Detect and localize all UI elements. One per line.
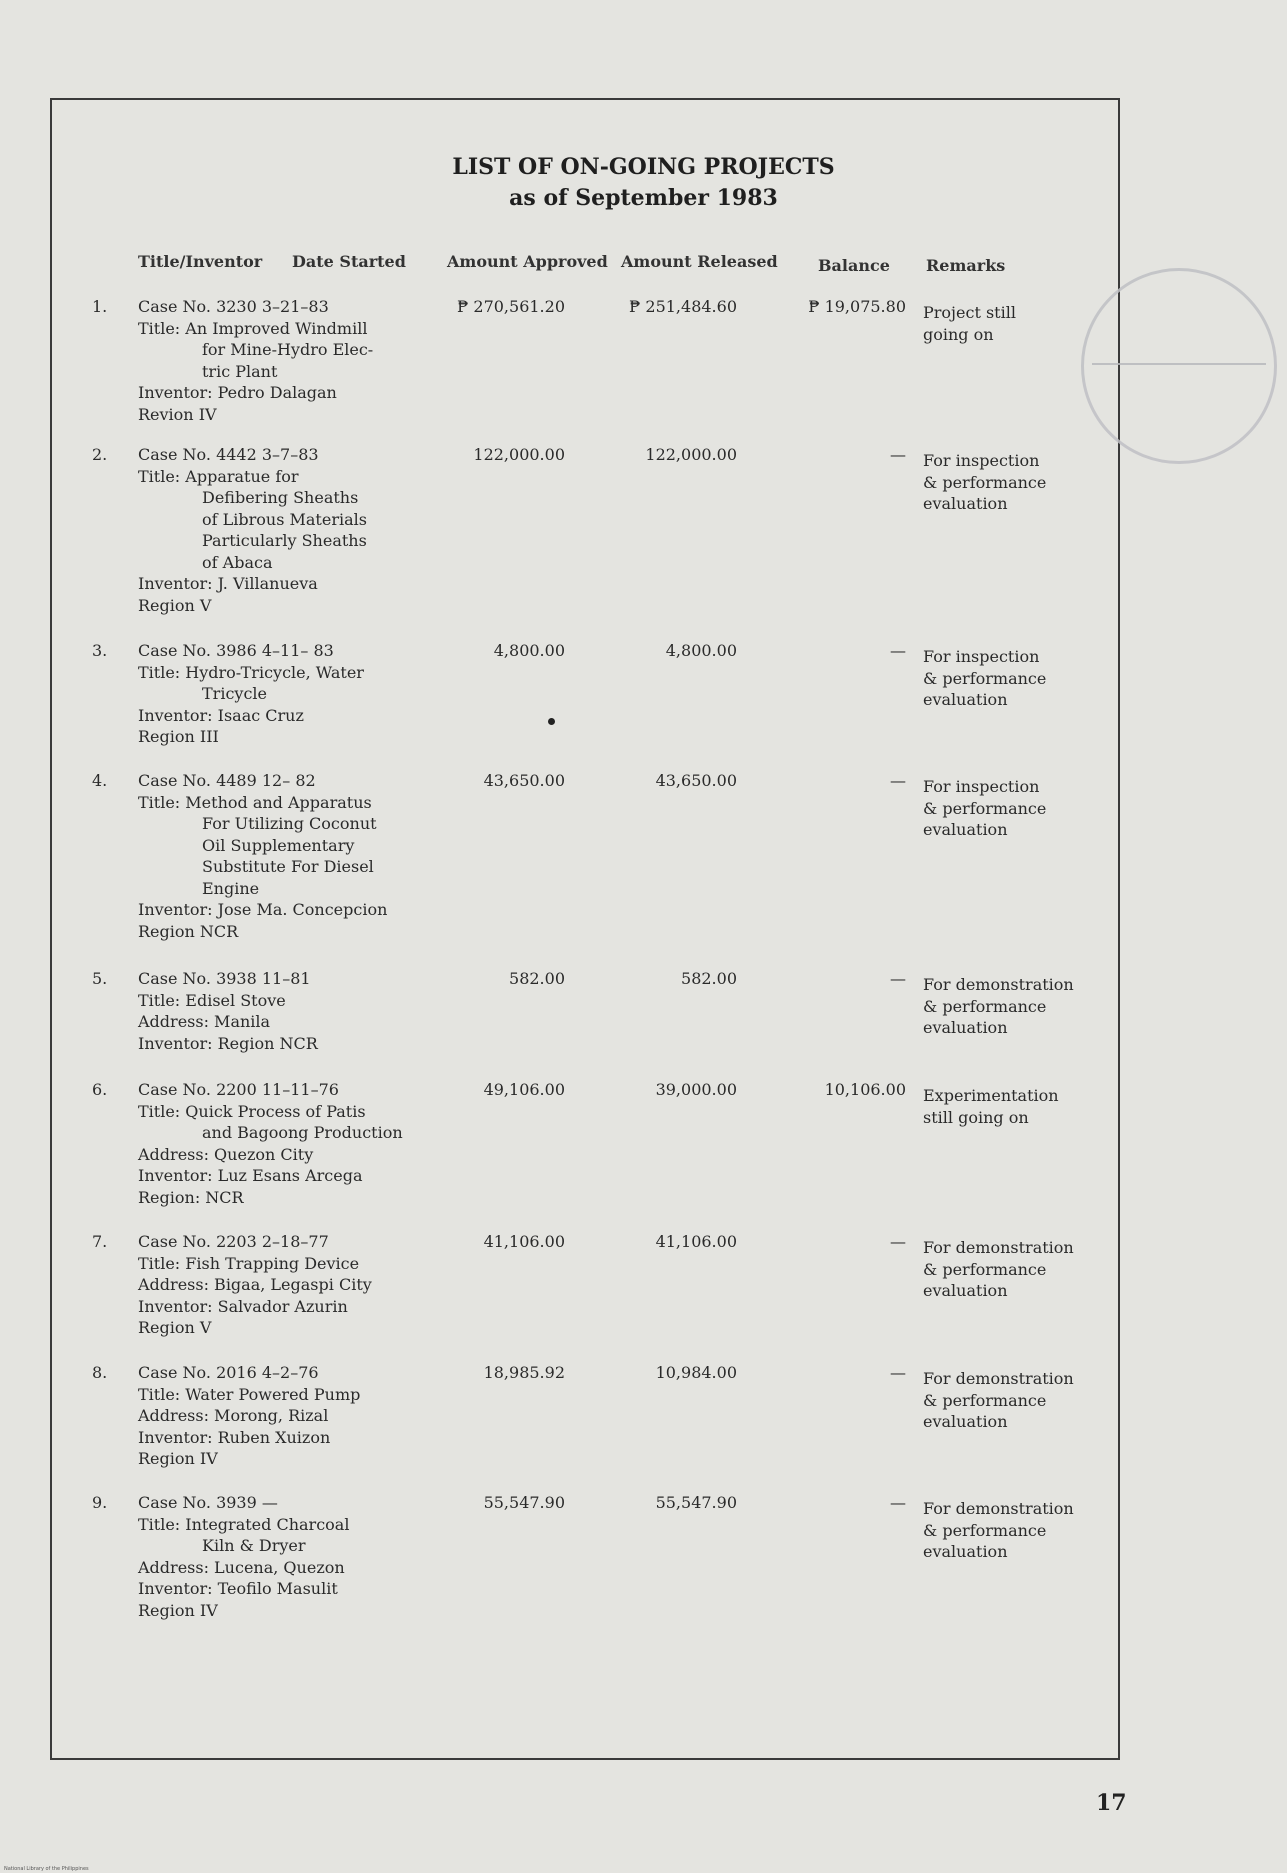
detail-line: Inventor: Teofilo Masulit: [138, 1579, 338, 1598]
remarks-line: For inspection: [923, 647, 1040, 666]
case-number-date: Case No. 3939 —: [138, 1493, 278, 1512]
detail-line: Region IV: [138, 1600, 218, 1620]
detail-line: Region IV: [138, 1449, 218, 1468]
case-number-date: Case No. 2200 11–11–76: [138, 1080, 339, 1099]
row-number: 5.: [92, 969, 108, 988]
header-remarks: Remarks: [926, 256, 1006, 275]
amount-approved: 4,800.00: [493, 641, 565, 660]
project-details: [138, 444, 367, 616]
header-amount-released: Amount Released: [621, 252, 778, 271]
detail-line: Region NCR: [138, 921, 239, 941]
case-number-date: Case No. 2016 4–2–76: [138, 1363, 319, 1382]
detail-line: Address: Quezon City: [138, 1144, 314, 1164]
document-subtitle: as of September 1983: [509, 185, 778, 211]
library-stamp: [1081, 268, 1277, 464]
detail-line: Inventor: Region NCR: [138, 1033, 318, 1053]
amount-approved: 582.00: [509, 969, 565, 988]
title-continuation: of Abaca: [202, 552, 273, 572]
detail-line: Inventor: Salvador Azurin: [138, 1296, 348, 1316]
balance: —: [890, 641, 906, 660]
balance: —: [890, 1363, 906, 1382]
remarks-line: going on: [923, 324, 994, 344]
case-number-date: Case No. 3986 4–11– 83: [138, 641, 334, 660]
detail-line: Region: NCR: [138, 1187, 244, 1207]
remarks: [923, 974, 1103, 1039]
detail-line: Title: Fish Trapping Device: [138, 1253, 360, 1273]
title-continuation: tric Plant: [202, 361, 278, 381]
header-date-started: Date Started: [292, 252, 406, 271]
row-number: 9.: [92, 1493, 108, 1512]
detail-line: Address: Manila: [138, 1012, 271, 1031]
remarks-line: evaluation: [923, 1412, 1008, 1431]
ink-dot: [548, 718, 555, 725]
header-amount-approved: Amount Approved: [447, 252, 608, 271]
amount-approved: 122,000.00: [473, 445, 565, 464]
project-details: [138, 640, 364, 748]
balance: —: [890, 969, 906, 988]
remarks: [923, 302, 1103, 345]
project-details: [138, 1492, 349, 1621]
amount-released: 122,000.00: [645, 445, 737, 464]
row-number: 4.: [92, 771, 108, 790]
row-number: 2.: [92, 445, 108, 464]
footer-source: National Library of the Philippines: [4, 1866, 89, 1872]
balance: —: [890, 1493, 906, 1512]
amount-released: 41,106.00: [655, 1232, 737, 1251]
remarks-line: evaluation: [923, 494, 1008, 513]
amount-released: 55,547.90: [655, 1493, 737, 1512]
remarks-line: & performance: [923, 1390, 1047, 1410]
detail-line: Revion IV: [138, 404, 217, 424]
detail-line: Region III: [138, 727, 219, 746]
remarks: [923, 776, 1103, 841]
project-details: [138, 968, 318, 1054]
document-title: LIST OF ON-GOING PROJECTS: [452, 154, 835, 180]
amount-released: 4,800.00: [665, 641, 737, 660]
case-number-date: Case No. 3938 11–81: [138, 969, 311, 988]
detail-line: Inventor: Ruben Xuizon: [138, 1427, 331, 1447]
remarks-line: & performance: [923, 996, 1047, 1016]
remarks: [923, 646, 1103, 711]
remarks-line: evaluation: [923, 1018, 1008, 1037]
balance: —: [890, 771, 906, 790]
remarks-line: For inspection: [923, 451, 1040, 470]
project-details: [138, 770, 387, 942]
project-details: [138, 1079, 403, 1208]
remarks-line: For demonstration: [923, 975, 1074, 994]
balance: —: [890, 1232, 906, 1251]
amount-released: 10,984.00: [655, 1363, 737, 1382]
remarks: [923, 1085, 1103, 1128]
row-number: 6.: [92, 1080, 108, 1099]
remarks-line: & performance: [923, 472, 1047, 492]
balance: —: [890, 445, 906, 464]
remarks-line: evaluation: [923, 690, 1008, 709]
remarks: [923, 1368, 1103, 1433]
title-continuation: Particularly Sheaths: [202, 531, 367, 550]
detail-line: Inventor: Isaac Cruz: [138, 705, 304, 725]
title-continuation: Substitute For Diesel: [202, 857, 374, 876]
detail-line: Title: Edisel Stove: [138, 990, 286, 1010]
remarks-line: For demonstration: [923, 1369, 1074, 1388]
detail-line: Inventor: Luz Esans Arcega: [138, 1166, 363, 1185]
amount-approved: 49,106.00: [483, 1080, 565, 1099]
remarks-line: & performance: [923, 1259, 1047, 1279]
remarks-line: Experimentation: [923, 1086, 1059, 1105]
row-number: 8.: [92, 1363, 108, 1382]
detail-line: Inventor: J. Villanueva: [138, 574, 318, 593]
title-continuation: of Librous Materials: [202, 509, 367, 529]
remarks-line: still going on: [923, 1107, 1029, 1127]
remarks-line: evaluation: [923, 1542, 1008, 1561]
amount-approved: 43,650.00: [483, 771, 565, 790]
detail-line: Title: Integrated Charcoal: [138, 1514, 350, 1534]
remarks-line: Project still: [923, 303, 1016, 322]
amount-approved: ₱ 270,561.20: [457, 297, 565, 316]
row-number: 3.: [92, 641, 108, 660]
remarks: [923, 1237, 1103, 1302]
remarks-line: evaluation: [923, 1281, 1008, 1300]
detail-line: Inventor: Pedro Dalagan: [138, 383, 337, 402]
remarks-line: & performance: [923, 1520, 1047, 1540]
case-number-date: Case No. 4442 3–7–83: [138, 445, 319, 464]
remarks-line: evaluation: [923, 820, 1008, 839]
title-continuation: Engine: [202, 878, 260, 898]
header-balance: Balance: [818, 256, 890, 275]
remarks-line: & performance: [923, 668, 1047, 688]
amount-approved: 41,106.00: [483, 1232, 565, 1251]
amount-approved: 18,985.92: [483, 1363, 565, 1382]
detail-line: Title: Method and Apparatus: [138, 792, 372, 812]
project-details: [138, 1231, 372, 1339]
amount-released: 43,650.00: [655, 771, 737, 790]
detail-line: Address: Lucena, Quezon: [138, 1557, 345, 1577]
detail-line: Title: Water Powered Pump: [138, 1384, 361, 1404]
detail-line: Region V: [138, 1318, 212, 1337]
case-number-date: Case No. 4489 12– 82: [138, 771, 316, 790]
project-details: [138, 296, 373, 425]
amount-released: 582.00: [681, 969, 737, 988]
project-details: [138, 1362, 360, 1470]
detail-line: Title: Quick Process of Patis: [138, 1101, 366, 1121]
title-continuation: Kiln & Dryer: [202, 1536, 306, 1555]
detail-line: Title: An Improved Windmill: [138, 318, 368, 338]
detail-line: Title: Hydro-Tricycle, Water: [138, 662, 364, 682]
header-title-inventor: Title/Inventor: [138, 252, 263, 271]
row-number: 1.: [92, 297, 108, 316]
remarks-line: For demonstration: [923, 1238, 1074, 1257]
detail-line: Address: Morong, Rizal: [138, 1406, 329, 1425]
title-continuation: Tricycle: [202, 684, 267, 703]
case-number-date: Case No. 2203 2–18–77: [138, 1232, 329, 1251]
title-continuation: Defibering Sheaths: [202, 488, 359, 507]
remarks: [923, 1498, 1103, 1563]
remarks-line: For inspection: [923, 777, 1040, 796]
detail-line: Region V: [138, 595, 212, 615]
amount-approved: 55,547.90: [483, 1493, 565, 1512]
detail-line: Address: Bigaa, Legaspi City: [138, 1275, 372, 1294]
remarks-line: For demonstration: [923, 1499, 1074, 1518]
remarks-line: & performance: [923, 798, 1047, 818]
document-title-block: [0, 152, 1287, 214]
amount-released: ₱ 251,484.60: [629, 297, 737, 316]
title-continuation: Oil Supplementary: [202, 835, 355, 855]
detail-line: Inventor: Jose Ma. Concepcion: [138, 900, 388, 919]
page-number: 17: [1096, 1790, 1127, 1816]
detail-line: Title: Apparatue for: [138, 466, 299, 486]
title-continuation: and Bagoong Production: [202, 1123, 403, 1142]
title-continuation: for Mine-Hydro Elec-: [202, 340, 374, 359]
amount-released: 39,000.00: [655, 1080, 737, 1099]
balance: 10,106.00: [824, 1080, 906, 1099]
row-number: 7.: [92, 1232, 108, 1251]
balance: ₱ 19,075.80: [808, 297, 906, 316]
case-number-date: Case No. 3230 3–21–83: [138, 297, 329, 316]
remarks: [923, 450, 1103, 515]
title-continuation: For Utilizing Coconut: [202, 814, 377, 833]
